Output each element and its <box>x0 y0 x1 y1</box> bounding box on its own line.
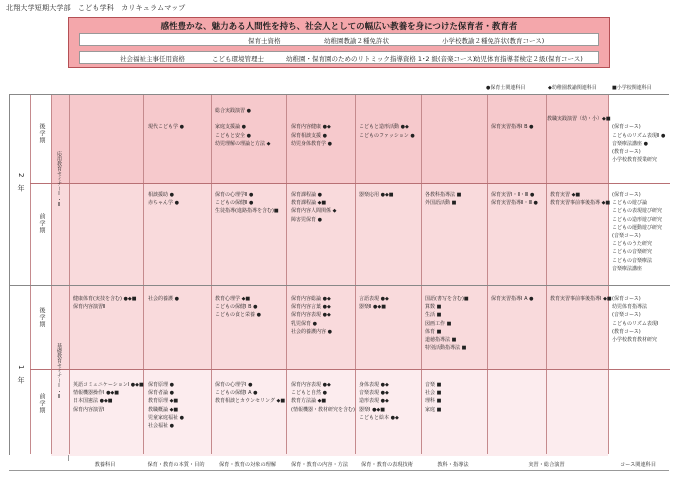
course-item: 保育内容演習Ⅰ <box>73 406 105 413</box>
course-item: 各教科指導法 ■ <box>425 192 462 198</box>
course-item: 外国語活動 ■ <box>425 200 457 207</box>
course-item: こどもの保健Ⅱ ● <box>215 200 254 207</box>
cell-y2early-c6 <box>425 191 461 207</box>
course-item: 社会福祉 ● <box>148 422 174 429</box>
course-item: 音楽表現 ●◆ <box>359 390 389 397</box>
course-item: 器楽Ⅰ ●◆■ <box>359 406 385 413</box>
course-item <box>547 107 611 115</box>
cell-y2late-c5 <box>359 107 415 140</box>
license-nursery-teacher: 保育士資格 <box>248 37 281 45</box>
course-item: 保育の心理学Ⅰ ● <box>215 382 253 388</box>
course-item: こどもと安全 ● <box>215 132 251 139</box>
course-item: 小学校教育授業研究 <box>612 157 658 164</box>
course-item: 現代こども学 ● <box>148 124 184 130</box>
course-item: 教育心理学 ◆■ <box>215 296 251 302</box>
cell-y1late-c9 <box>612 295 658 344</box>
course-item: 教職概論 ◆■ <box>148 406 179 413</box>
course-item: 教職実践演習（幼・小）◆■ <box>547 116 611 123</box>
cell-y1late-c7 <box>491 295 533 303</box>
course-item: 生活 ■ <box>425 312 442 319</box>
course-item: 幼児体育指導法 <box>612 304 648 311</box>
divider-term <box>51 95 52 454</box>
footer-essence: 保育・教育の本質・目的 <box>147 462 205 468</box>
course-item: 日本国憲法 ●◆■ <box>73 398 113 405</box>
course-item: 理科 ■ <box>425 398 442 405</box>
course-item: 保育内容表現 ●◆ <box>291 312 331 319</box>
course-item: 音楽療法講座 ● <box>612 140 648 147</box>
course-item: 英語コミュニケーションⅠ ●◆■ <box>73 382 144 388</box>
course-item: 図画工作 ■ <box>425 320 452 327</box>
course-item: 算数 ■ <box>425 304 442 311</box>
course-item: 相談援助 ● <box>148 192 174 198</box>
cell-y2late-c3 <box>215 107 270 148</box>
cell-y1early-c5 <box>359 381 399 422</box>
course-item: 生徒指導(進路指導を含む)■ <box>215 208 279 215</box>
course-item: (保育コース) <box>612 296 641 302</box>
divider-c9 <box>608 95 609 454</box>
goal-statement: 感性豊かな、魅力ある人間性を持ち、社会人としての幅広い教養を身につけた保育者・教育者 <box>160 22 518 32</box>
footer-expression: 保育・教育の表現技術 <box>361 462 413 468</box>
cell-y1late-c8 <box>550 295 612 303</box>
course-item: 幼児身体教育学 ● <box>291 140 332 147</box>
course-item: 保育原理 ● <box>148 382 174 388</box>
cell-y2early-c7 <box>491 191 538 207</box>
course-item: こどもと自然 ● <box>291 390 327 397</box>
footer-subject-understanding: 保育・教育の対象の理解 <box>218 462 277 468</box>
course-item: こどもの音楽療法 <box>612 257 653 264</box>
course-item: 家庭支援論 ● <box>215 124 246 131</box>
course-item: 体育 ■ <box>425 328 442 335</box>
course-item: 保育課程論 ● <box>291 192 322 198</box>
course-item <box>491 107 533 115</box>
cell-y2late-c7 <box>491 107 533 132</box>
year-2-label: 2 年 <box>17 173 25 192</box>
course-item: こどもと絵本 ●◆ <box>359 414 399 421</box>
term-y2-early: 前学期 <box>38 213 45 234</box>
course-item: 保育者論 ● <box>148 390 174 397</box>
cell-y2early-c5 <box>359 191 394 199</box>
license-kindergarten: 幼稚園教諭２種免許状 <box>324 37 389 45</box>
course-item: 障害児保育 ● <box>291 216 322 223</box>
course-item <box>612 107 665 115</box>
course-item: 教育実習事前事後指導Ⅰ ◆■ <box>550 296 612 302</box>
cell-y1late-c6 <box>425 295 469 352</box>
goal-banner <box>68 17 610 68</box>
document-title: 北翔大学短期大学部 こども学科 カリキュラムマップ <box>6 4 186 12</box>
cell-y2late-c9 <box>612 107 665 164</box>
cell-y1early-c1 <box>73 381 144 414</box>
term-y1-early: 前学期 <box>38 393 45 414</box>
course-item: 保育実習指導Ⅰ B ● <box>491 124 534 131</box>
license-row-secondary <box>79 51 599 64</box>
cell-y1late-c5 <box>359 295 389 311</box>
term-y2-late: 後学期 <box>38 123 45 144</box>
course-item: 保育実習指導Ⅰ A ● <box>491 296 534 302</box>
course-item: 保育相談支援 ● <box>291 132 327 139</box>
divider-seminar <box>69 95 70 454</box>
cell-y1early-c4 <box>291 381 355 414</box>
license-elementary: 小学校教諭２種免許状(教育コース) <box>442 37 545 45</box>
license-rhythmic: 幼稚園・保育園のためのリトミック指導資格 1･2 級(音楽コース) <box>286 55 476 63</box>
course-item <box>547 99 611 107</box>
course-item: こどもの食と栄養 ● <box>215 312 261 319</box>
line-y2-split <box>30 183 670 184</box>
cell-y1late-c3 <box>215 295 261 320</box>
course-item: 総合実践演習 ● <box>215 108 251 114</box>
curriculum-grid <box>9 94 669 455</box>
license-social-welfare: 社会福祉主事任用資格 <box>120 55 185 63</box>
legend-kindergarten: ◆幼稚園教諭関連科目 <box>548 85 597 91</box>
divider-c5 <box>355 95 356 454</box>
course-item: 児童家庭福祉 ● <box>148 414 184 421</box>
course-item: (音楽コース) <box>612 312 641 319</box>
course-item: 言語表現 ●◆ <box>359 296 389 302</box>
cell-y2late-c8 <box>547 99 611 124</box>
legend-nursery: ●保育士関連科目 <box>486 85 526 91</box>
course-item: 教育方法論 ◆■ <box>291 398 327 405</box>
license-row-primary <box>79 33 599 46</box>
cell-y2early-c9 <box>612 191 662 273</box>
basic-seminar-label: 基礎教育セミナーⅠ・Ⅱ <box>56 343 62 400</box>
cell-y2early-c2 <box>148 191 179 207</box>
cell-y1early-c3 <box>215 381 285 406</box>
course-item: 保育実習Ⅰ・Ⅱ・Ⅲ ● <box>491 192 535 198</box>
course-item: 保育内容健康 ●◆ <box>291 124 331 131</box>
course-item: こどもの運動遊び研究 <box>612 224 663 231</box>
course-item: こどもの保健Ⅰ B ● <box>215 304 258 311</box>
cell-y2early-c4 <box>291 191 336 224</box>
divider-c4 <box>286 95 287 454</box>
footer-course: コース関連科目 <box>619 462 657 468</box>
divider-c3 <box>211 95 212 454</box>
cell-y1early-c6 <box>425 381 441 414</box>
course-item <box>359 115 415 123</box>
legend-elementary: ■小学校関連科目 <box>612 85 652 91</box>
license-child-environment: こども環境管理士 <box>212 55 264 63</box>
course-item: 健康体育(実技を含む) ●◆■ <box>73 296 137 302</box>
course-item: こどもと造形活動 ●◆ <box>359 124 409 131</box>
divider-c6 <box>421 95 422 454</box>
course-item: 身体表現 ●◆ <box>359 382 389 388</box>
cell-y2early-c8 <box>550 191 610 207</box>
course-item: 音楽療法講座 <box>612 265 643 272</box>
footer-baseline <box>9 470 669 471</box>
course-item: (保育コース) <box>612 192 641 198</box>
divider-c7 <box>487 95 488 454</box>
course-item: 情報機器操作Ⅰ ●◆■ <box>73 390 119 397</box>
cell-y2late-c4 <box>291 107 332 148</box>
course-item: 社会的養護内容 ● <box>291 328 332 335</box>
license-child-sports: 幼児体育指導者検定２級(保育コース) <box>474 55 583 63</box>
course-item: こどものうた研究 <box>612 241 653 248</box>
footer-liberal-arts: 教養科目 <box>94 462 116 468</box>
course-item: 教育実習 ◆■ <box>550 192 581 198</box>
course-item: 国語(書写を含む)■ <box>425 296 469 302</box>
line-year-split <box>10 285 670 286</box>
cell-y1early-c2 <box>148 381 184 430</box>
course-item: (音楽コース) <box>612 232 641 239</box>
course-item: こどもの保健Ⅰ A ● <box>215 390 258 397</box>
course-item: 教育原理 ◆■ <box>148 398 179 405</box>
course-item: 器楽Ⅱ ●◆■ <box>359 304 386 311</box>
course-item: 保育内容言葉 ●◆ <box>291 304 331 311</box>
course-item: こどもの遊び論 <box>612 200 648 207</box>
year-1-label: 1 年 <box>17 365 25 384</box>
course-item: 保育の心理学Ⅱ ● <box>215 192 254 198</box>
course-item: (情報機器・教材研究を含む) <box>291 406 355 413</box>
course-item: 造形表現 ●◆ <box>359 398 389 405</box>
course-item: 道徳指導法 ■ <box>425 336 457 343</box>
course-item: (保育コース) <box>612 124 641 131</box>
course-item: 保育内容人間関係 ◆ <box>291 208 337 215</box>
course-item <box>612 115 665 123</box>
course-item: 社会 ■ <box>425 390 442 397</box>
course-item: 教育相談とカウンセリング ◆■ <box>215 398 286 405</box>
course-item: 家庭 ■ <box>425 406 442 413</box>
course-item: (教育コース) <box>612 328 641 335</box>
divider-year <box>30 95 31 454</box>
cell-y1late-c4 <box>291 295 332 336</box>
course-item: こどものファッション ● <box>359 132 415 139</box>
course-item: 器楽応用 ●◆■ <box>359 192 394 198</box>
course-item: 保育実習指導Ⅱ・Ⅲ ● <box>491 200 538 207</box>
course-item: 赤ちゃん学 ● <box>148 200 179 207</box>
course-item: こどもの音楽研究 <box>612 249 653 256</box>
footer-teaching-method: 教科・指導法 <box>437 462 469 468</box>
course-item <box>291 107 332 115</box>
footer-practicum: 実習・総合演習 <box>528 462 565 468</box>
course-item: 保育内容演習Ⅱ <box>73 304 106 311</box>
cell-y2early-c3 <box>215 191 279 216</box>
term-y1-late: 後学期 <box>38 307 45 328</box>
course-item <box>359 107 415 115</box>
course-item: 幼児理解の理論と方法 ◆ <box>215 140 271 147</box>
course-item: 音楽 ■ <box>425 382 442 388</box>
cell-y1late-c2 <box>148 295 179 303</box>
course-item: 教育実習事前事後指導 ◆■ <box>550 200 611 207</box>
course-item: こどもの造形遊び研究 <box>612 216 663 223</box>
course-item: こどものリズム表現Ⅱ ● <box>612 132 666 139</box>
course-item: 小学校教育教材研究 <box>612 336 658 343</box>
course-item <box>215 115 270 123</box>
divider-c8 <box>546 95 547 454</box>
course-item: こどもの表現遊び研究 <box>612 208 663 215</box>
applied-seminar-label: 応用教育セミナーⅠ・Ⅱ <box>56 151 62 208</box>
course-item: (教育コース) <box>612 148 641 155</box>
course-item: こどものリズム表現Ⅰ <box>612 320 659 327</box>
line-y1-split <box>30 369 670 370</box>
course-item: 保育内容総論 ●◆ <box>291 296 331 302</box>
course-item: 保育内容表現 ●◆ <box>291 382 331 388</box>
course-item: 社会的養護 ● <box>148 296 179 302</box>
course-item <box>291 115 332 123</box>
course-item: 乳児保育 ● <box>291 320 317 327</box>
course-item <box>491 115 533 123</box>
footer-content-method: 保育・教育の内容・方法 <box>290 462 349 468</box>
cell-y2late-c2 <box>148 123 184 131</box>
course-item: 教育課程論 ◆■ <box>291 200 327 207</box>
cell-y1late-c1 <box>73 295 136 311</box>
course-item: 特別活動指導法 ■ <box>425 345 467 352</box>
